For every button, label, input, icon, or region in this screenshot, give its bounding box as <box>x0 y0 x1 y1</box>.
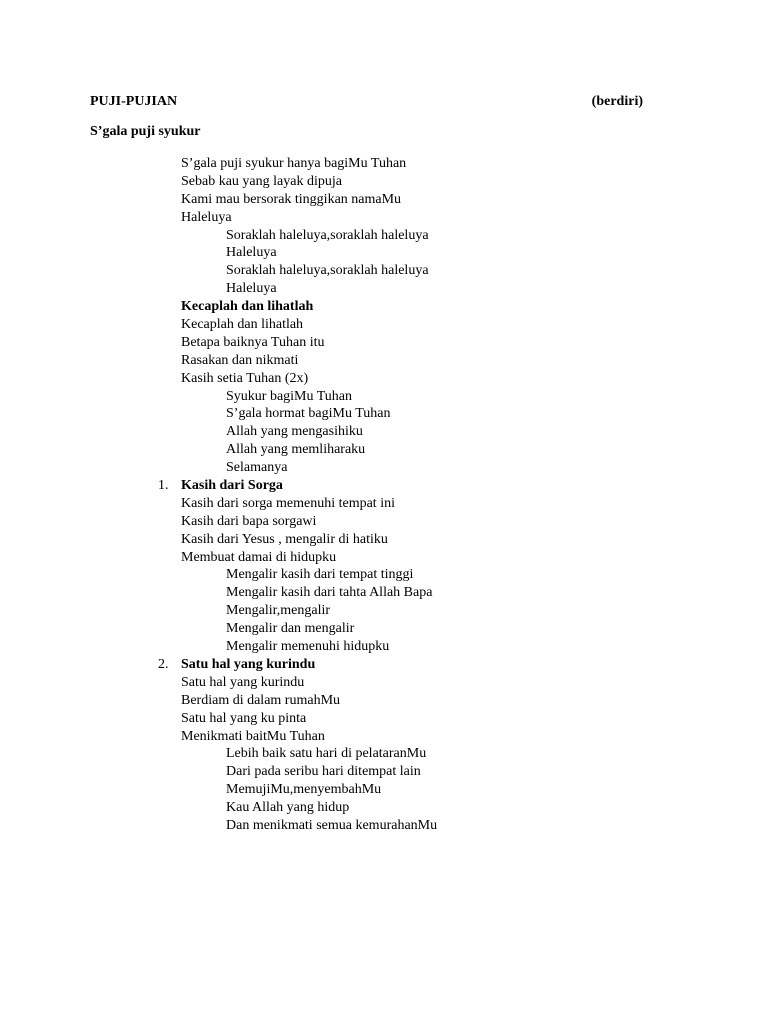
song-title <box>158 477 437 495</box>
lyric-line: Berdiam di dalam rumahMu <box>181 692 341 708</box>
lyric-line: Sebab kau yang layak dipuja <box>181 173 342 189</box>
chorus-line: MemujiMu,menyembahMu <box>226 782 382 798</box>
song-title: S’gala puji syukur <box>90 124 201 139</box>
lyric-line: Kasih dari bapa sorgawi <box>181 513 317 529</box>
lyric-line: Kami mau bersorak tinggikan namaMu <box>181 191 402 207</box>
chorus-line: Allah yang memliharaku <box>226 442 366 458</box>
song-title-text: Kasih dari Sorga <box>181 478 283 494</box>
chorus-line: Haleluya <box>226 281 277 297</box>
lyric-line: Menikmati baitMu Tuhan <box>181 728 325 744</box>
lyric-line: Rasakan dan nikmati <box>181 352 299 368</box>
list-number: 2. <box>158 656 169 672</box>
section-title: PUJI-PUJIAN <box>90 94 178 109</box>
lyric-line: Kecaplah dan lihatlah <box>181 317 304 333</box>
lyric-line: Kasih dari Yesus , mengalir di hatiku <box>181 531 388 547</box>
song-title <box>158 656 437 674</box>
section-header <box>90 94 643 112</box>
lyric-line: Satu hal yang ku pinta <box>181 710 307 726</box>
lyric-line: Membuat damai di hidupku <box>181 549 337 565</box>
chorus-line: Soraklah haleluya,soraklah haleluya <box>226 227 429 243</box>
lyric-line: Haleluya <box>181 209 232 225</box>
chorus-line: Haleluya <box>226 245 277 261</box>
chorus-line: Mengalir kasih dari tempat tinggi <box>226 567 414 583</box>
list-number: 1. <box>158 478 169 494</box>
lyric-line: Kasih dari sorga memenuhi tempat ini <box>181 495 395 511</box>
chorus-line: Syukur bagiMu Tuhan <box>226 388 353 404</box>
lyric-line: Betapa baiknya Tuhan itu <box>181 334 325 350</box>
chorus-line: Allah yang mengasihiku <box>226 424 363 440</box>
song-title-text: Satu hal yang kurindu <box>181 656 316 672</box>
lyric-line: Kasih setia Tuhan (2x) <box>181 370 309 386</box>
chorus-line: Soraklah haleluya,soraklah haleluya <box>226 263 429 279</box>
chorus-line: Mengalir,mengalir <box>226 603 331 619</box>
chorus-line: Mengalir memenuhi hidupku <box>226 639 390 655</box>
chorus-line: Dari pada seribu hari ditempat lain <box>226 764 421 780</box>
song-title: Kecaplah dan lihatlah <box>181 299 314 315</box>
chorus-line: Dan menikmati semua kemurahanMu <box>226 817 438 833</box>
chorus-line: S’gala hormat bagiMu Tuhan <box>226 406 391 422</box>
lyric-line: Satu hal yang kurindu <box>181 674 305 690</box>
chorus-line: Selamanya <box>226 460 288 476</box>
chorus-line: Mengalir dan mengalir <box>226 621 355 637</box>
posture-instruction: (berdiri) <box>591 94 643 109</box>
lyric-line: S’gala puji syukur hanya bagiMu Tuhan <box>181 156 407 171</box>
chorus-line: Mengalir kasih dari tahta Allah Bapa <box>226 585 433 601</box>
chorus-line: Lebih baik satu hari di pelataranMu <box>226 746 427 762</box>
chorus-line: Kau Allah yang hidup <box>226 800 350 816</box>
lyrics-block <box>158 155 438 835</box>
